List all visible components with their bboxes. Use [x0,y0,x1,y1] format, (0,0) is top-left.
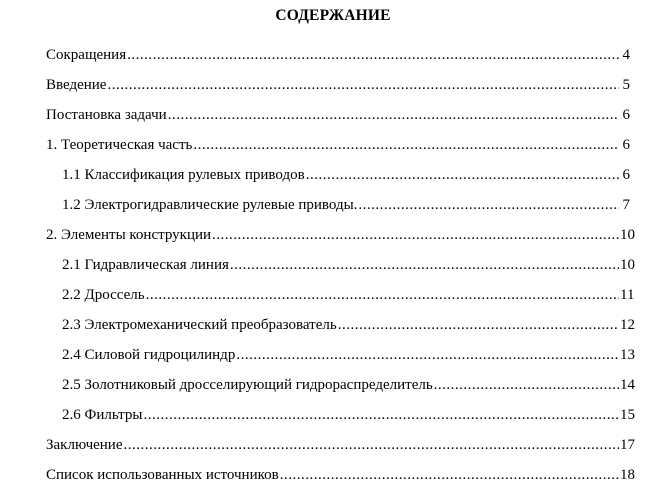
toc-entry-text: Заключение [46,437,123,453]
toc-entry-hydraulic-line[interactable] [0,254,666,284]
dot-leader [230,255,619,275]
toc-page-number: 13 [620,347,635,363]
toc-page-number: 6 [622,167,630,183]
toc-entry-number: 1.2 [62,197,81,213]
toc-entry-text: Электромеханический преобразователь [84,317,337,333]
toc-entry-classification[interactable] [0,164,666,194]
toc-entry-theoretical-part[interactable] [0,134,666,164]
toc-entry-number: 2.1 [62,257,81,273]
toc-entry-power-cylinder[interactable] [0,344,666,374]
toc-entry-text: Гидравлическая линия [84,257,229,273]
toc-page-number: 6 [622,107,630,123]
toc-entry-text: Фильтры [84,407,143,423]
toc-entry-introduction[interactable] [0,74,666,104]
toc-page-number: 17 [620,437,635,453]
dot-leader [124,435,620,455]
toc-entry-number: 2.6 [62,407,81,423]
toc-entry-text: Постановка задачи [46,107,167,123]
dot-leader [212,225,619,245]
toc-page-number: 18 [620,467,635,483]
toc-entry-construction-elements[interactable] [0,224,666,254]
toc-entry-number: 2.5 [62,377,81,393]
toc-list [0,44,666,494]
toc-entry-text: Сокращения [46,47,127,63]
toc-title: СОДЕРЖАНИЕ [275,7,391,24]
toc-entry-number: 1. [46,137,58,153]
toc-entry-electrohydraulic-drives[interactable] [0,194,666,224]
toc-page-number: 10 [620,257,635,273]
toc-entry-text: Дроссель [84,287,145,303]
dot-leader [236,345,619,365]
dot-leader [280,465,619,485]
toc-entry-number: 1.1 [62,167,81,183]
dot-leader [168,105,619,125]
toc-page-number: 12 [620,317,635,333]
toc-page-number: 11 [620,287,635,303]
dot-leader [143,405,619,425]
dot-leader [127,45,619,65]
toc-entry-number: 2. [46,227,58,243]
dot-leader [146,285,619,305]
dot-leader [434,375,619,395]
dot-leader [338,315,619,335]
dot-leader [193,135,619,155]
toc-entry-electromechanical-converter[interactable] [0,314,666,344]
toc-page-number: 14 [620,377,635,393]
toc-entry-number: 2.2 [62,287,81,303]
toc-entry-conclusion[interactable] [0,434,666,464]
toc-entry-abbreviations[interactable] [0,44,666,74]
toc-page-number: 4 [622,47,630,63]
toc-entry-problem-statement[interactable] [0,104,666,134]
toc-page-number: 5 [622,77,630,93]
dot-leader [306,165,619,185]
toc-page-number: 15 [620,407,635,423]
toc-entry-filters[interactable] [0,404,666,434]
toc-entry-text: Силовой гидроцилиндр [84,347,236,363]
toc-entry-number: 2.4 [62,347,81,363]
toc-entry-text: Список использованных источников [46,467,279,483]
dot-leader [107,75,619,95]
toc-entry-text: Классификация рулевых приводов [84,167,305,183]
toc-entry-text: Введение [46,77,107,93]
toc-entry-text: Теоретическая часть [61,137,193,153]
toc-page-number: 6 [622,137,630,153]
dot-leader [358,195,619,215]
toc-entry-references[interactable] [0,464,666,494]
toc-entry-number: 2.3 [62,317,81,333]
toc-entry-text: Золотниковый дросселирующий гидрораспределитель [84,377,433,393]
toc-entry-text: Элементы конструкции [61,227,212,243]
toc-entry-spool-distributor[interactable] [0,374,666,404]
toc-page-number: 7 [622,197,630,213]
toc-page-number: 10 [620,227,635,243]
toc-entry-throttle[interactable] [0,284,666,314]
toc-entry-text: Электрогидравлические рулевые приводы. [84,197,358,213]
